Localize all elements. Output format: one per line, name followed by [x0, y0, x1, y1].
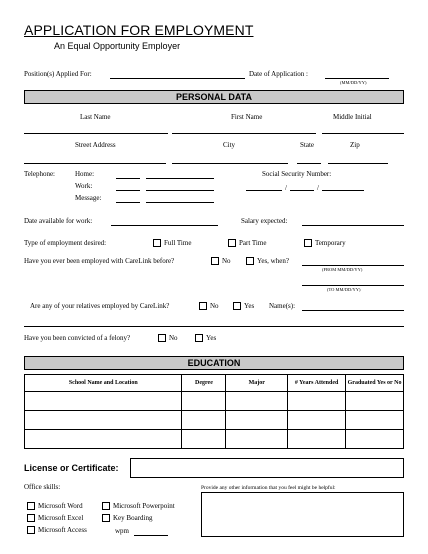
felony-yes-label: Yes: [206, 334, 217, 342]
table-row: [25, 392, 404, 411]
microsoft-access-checkbox[interactable]: [27, 526, 35, 534]
microsoft-word-label: Microsoft Word: [38, 502, 83, 510]
last-name-field[interactable]: [24, 133, 168, 134]
degree-cell[interactable]: [182, 430, 226, 449]
education-header: EDUCATION: [24, 356, 404, 370]
date-of-application-field[interactable]: [325, 78, 389, 79]
graduated-column-header: Graduated Yes or No: [346, 375, 404, 392]
part-time-checkbox[interactable]: [228, 239, 236, 247]
state-label: State: [300, 141, 314, 149]
street-address-field[interactable]: [24, 163, 166, 164]
school-column-header: School Name and Location: [25, 375, 182, 392]
license-field[interactable]: [130, 458, 404, 478]
telephone-label: Telephone:: [24, 170, 55, 178]
major-cell[interactable]: [226, 411, 288, 430]
wpm-label: wpm: [115, 527, 129, 535]
felony-no-checkbox[interactable]: [158, 334, 166, 342]
city-field[interactable]: [172, 163, 288, 164]
major-column-header: Major: [226, 375, 288, 392]
relatives-yes-checkbox[interactable]: [233, 302, 241, 310]
school-cell[interactable]: [25, 392, 182, 411]
salary-expected-label: Salary expected:: [241, 217, 288, 225]
work-area-code-field[interactable]: [116, 190, 140, 191]
relatives-names-label: Name(s):: [269, 302, 296, 310]
message-area-code-field[interactable]: [116, 202, 140, 203]
license-label: License or Certificate:: [24, 463, 119, 473]
degree-cell[interactable]: [182, 411, 226, 430]
relatives-names-field[interactable]: [302, 310, 404, 311]
position-label: Position(s) Applied For:: [24, 70, 92, 78]
other-info-field[interactable]: [201, 492, 404, 537]
home-number-field[interactable]: [146, 178, 214, 179]
first-name-field[interactable]: [172, 133, 316, 134]
relatives-names-field-continued[interactable]: [24, 326, 404, 327]
street-address-label: Street Address: [75, 141, 116, 149]
graduated-cell[interactable]: [346, 411, 404, 430]
felony-label: Have you been convicted of a felony?: [24, 334, 131, 342]
ssn-label: Social Security Number:: [262, 170, 332, 178]
relatives-label: Are any of your relatives employed by CareLink?: [30, 302, 170, 310]
ssn-slash-2: /: [317, 184, 319, 192]
graduated-cell[interactable]: [346, 430, 404, 449]
employed-before-yes-checkbox[interactable]: [246, 257, 254, 265]
ssn-part1-field[interactable]: [246, 190, 282, 191]
temporary-label: Temporary: [315, 239, 346, 247]
microsoft-powerpoint-label: Microsoft Powerpoint: [113, 502, 175, 510]
employed-to-date-field[interactable]: [302, 285, 404, 286]
education-header-row: [25, 375, 404, 392]
message-phone-label: Message:: [75, 194, 102, 202]
state-field[interactable]: [297, 163, 321, 164]
home-area-code-field[interactable]: [116, 178, 140, 179]
form-subtitle: An Equal Opportunity Employer: [54, 41, 181, 51]
date-format-hint: (MM/DD/YY): [340, 80, 367, 85]
other-info-label: Provide any other information that you feel might be helpful:: [201, 485, 336, 491]
ssn-part3-field[interactable]: [322, 190, 364, 191]
work-number-field[interactable]: [146, 190, 214, 191]
personal-data-header: PERSONAL DATA: [24, 90, 404, 104]
microsoft-excel-checkbox[interactable]: [27, 514, 35, 522]
message-number-field[interactable]: [146, 202, 214, 203]
relatives-no-label: No: [210, 302, 219, 310]
form-title: APPLICATION FOR EMPLOYMENT: [24, 22, 254, 38]
school-cell[interactable]: [25, 411, 182, 430]
key-boarding-checkbox[interactable]: [102, 514, 110, 522]
years-cell[interactable]: [288, 392, 346, 411]
full-time-checkbox[interactable]: [153, 239, 161, 247]
ssn-slash-1: /: [285, 184, 287, 192]
wpm-field[interactable]: [134, 535, 168, 536]
first-name-label: First Name: [231, 113, 263, 121]
employment-type-label: Type of employment desired:: [24, 239, 107, 247]
office-skills-label: Office skills:: [24, 483, 61, 491]
relatives-yes-label: Yes: [244, 302, 255, 310]
employed-before-label: Have you ever been employed with CareLink before?: [24, 257, 175, 265]
microsoft-powerpoint-checkbox[interactable]: [102, 502, 110, 510]
from-date-hint: (FROM MM/DD/YY): [322, 267, 363, 272]
last-name-label: Last Name: [80, 113, 111, 121]
position-field[interactable]: [110, 78, 245, 79]
employed-from-date-field[interactable]: [302, 265, 404, 266]
relatives-no-checkbox[interactable]: [199, 302, 207, 310]
major-cell[interactable]: [226, 430, 288, 449]
microsoft-access-label: Microsoft Access: [38, 526, 87, 534]
years-cell[interactable]: [288, 411, 346, 430]
table-row: [25, 411, 404, 430]
years-attended-column-header: # Years Attended: [288, 375, 346, 392]
school-cell[interactable]: [25, 430, 182, 449]
to-date-hint: (TO MM/DD/YY): [327, 287, 361, 292]
zip-field[interactable]: [328, 163, 388, 164]
felony-yes-checkbox[interactable]: [195, 334, 203, 342]
temporary-checkbox[interactable]: [304, 239, 312, 247]
city-label: City: [223, 141, 236, 149]
table-row: [25, 430, 404, 449]
ssn-part2-field[interactable]: [290, 190, 314, 191]
zip-label: Zip: [350, 141, 360, 149]
employed-before-no-checkbox[interactable]: [211, 257, 219, 265]
date-of-application-label: Date of Application :: [249, 70, 308, 78]
key-boarding-label: Key Boarding: [113, 514, 153, 522]
microsoft-excel-label: Microsoft Excel: [38, 514, 84, 522]
date-available-field[interactable]: [111, 225, 218, 226]
felony-no-label: No: [169, 334, 178, 342]
home-phone-label: Home:: [75, 170, 95, 178]
education-table: [24, 374, 404, 449]
work-phone-label: Work:: [75, 182, 93, 190]
years-cell[interactable]: [288, 430, 346, 449]
middle-initial-field[interactable]: [322, 133, 404, 134]
major-cell[interactable]: [226, 392, 288, 411]
part-time-label: Part Time: [239, 239, 267, 247]
date-available-label: Date available for work:: [24, 217, 93, 225]
full-time-label: Full Time: [164, 239, 192, 247]
salary-expected-field[interactable]: [302, 225, 404, 226]
employed-before-no-label: No: [222, 257, 231, 265]
degree-column-header: Degree: [182, 375, 226, 392]
degree-cell[interactable]: [182, 392, 226, 411]
employed-before-yes-label: Yes, when?: [257, 257, 289, 265]
middle-initial-label: Middle Initial: [333, 113, 372, 121]
graduated-cell[interactable]: [346, 392, 404, 411]
microsoft-word-checkbox[interactable]: [27, 502, 35, 510]
